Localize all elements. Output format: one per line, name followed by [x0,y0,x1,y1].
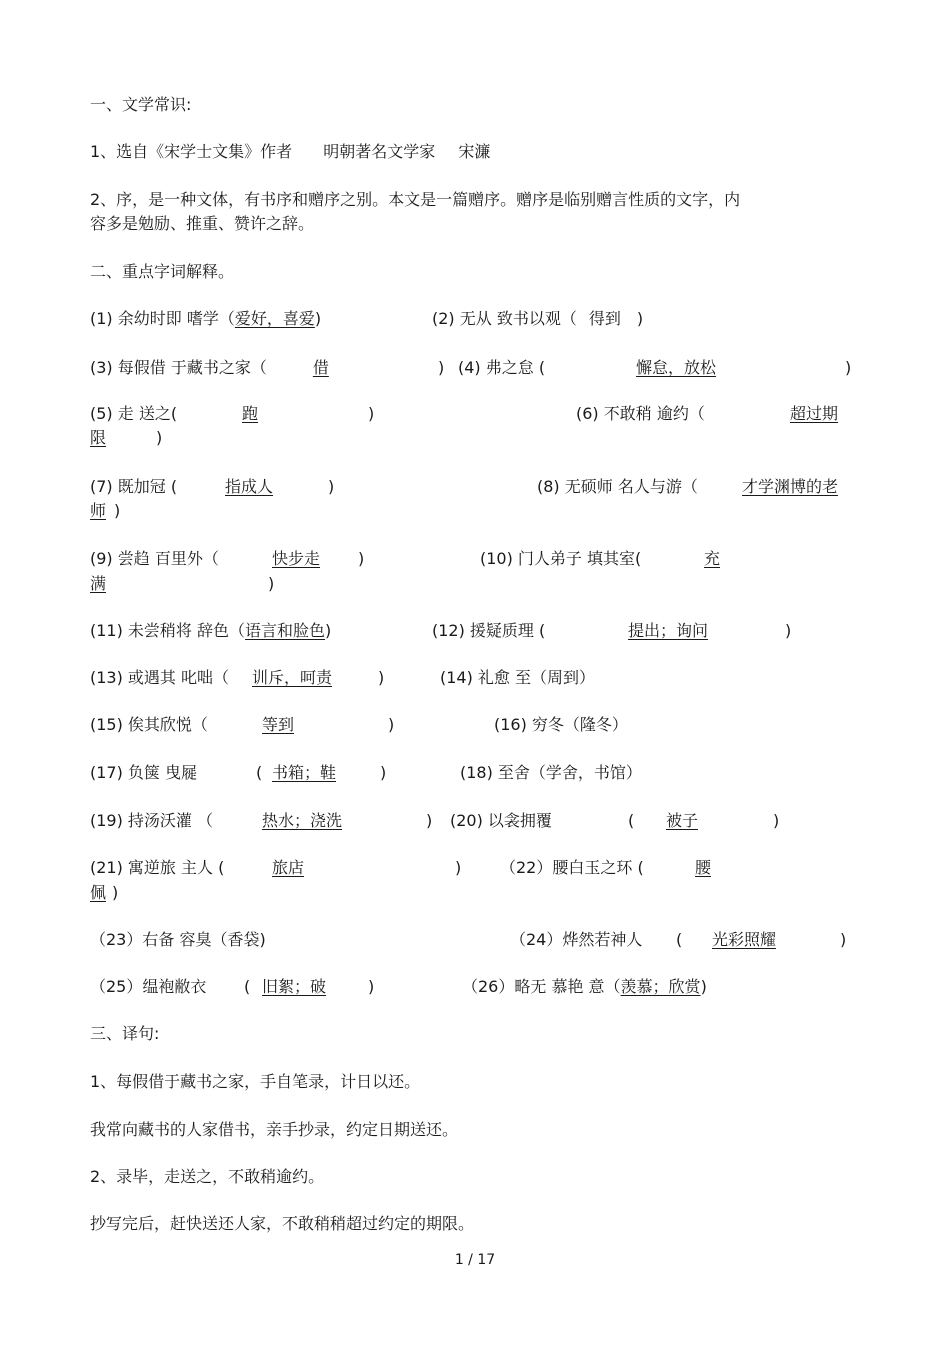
vocab-answer: 爱好，喜爱 [234,309,315,328]
vocab-text-20: (20) 以衾拥覆 [450,811,552,830]
translation-line-4: 抄写完后，赶快送还人家，不敢稍稍超过约定的期限。 [90,1214,475,1233]
vocab-answer-21: 旅店 [272,858,305,877]
vocab-close-17: ) [380,763,387,782]
vocab-text-24: （24）烨然若神人 [510,930,643,949]
vocab-text-9: (9) 尝趋 百里外（ [90,549,219,568]
vocab-text-22: （22）腰白玉之环 ( [500,858,644,877]
vocab-close-25: ) [368,977,375,996]
vocab-answer-22b: 佩 [90,883,107,902]
vocab-answer-5: 跑 [242,404,259,423]
vocab-text-12: (12) 援疑质理 ( [432,621,546,640]
section1-item1 [90,142,490,162]
vocab-answer-25: 旧絮；破 [262,977,327,996]
vocab-close-10: ) [268,574,275,593]
vocab-close-24: ) [840,930,847,949]
vocab-answer-24: 光彩照耀 [712,930,777,949]
vocab-text-7: (7) 既加冠 ( [90,477,178,496]
vocab-close-4: ) [845,358,852,377]
vocab-item-1 [90,309,321,329]
vocab-answer: 得到 [588,309,621,328]
vocab-item-3 [90,358,329,378]
vocab-close-9: ) [358,549,365,568]
vocab-text-4: (4) 弗之怠 ( [458,358,546,377]
page-number: 1 / 17 [454,1252,496,1268]
vocab-open-20: ( [628,811,635,830]
vocab-text-5: (5) 走 送之( [90,404,178,423]
vocab-answer-4: 懈怠，放松 [636,358,717,377]
vocab-answer-10b: 满 [90,574,107,593]
vocab-open-17: ( [256,763,263,782]
vocab-close: ) [325,621,332,640]
vocab-answer-15: 等到 [262,715,295,734]
section3-heading: 三、译句: [90,1024,160,1043]
vocab-item-26 [462,977,707,997]
translation-line-1: 1、每假借于藏书之家，手自笔录，计日以还。 [90,1072,421,1091]
vocab-answer: 语言和脸色 [245,621,326,640]
vocab-answer-19: 热水；浇洗 [262,811,343,830]
vocab-item-14: (14) 礼愈 至（周到） [440,668,596,687]
section1-item2-line1: 2、序，是一种文体，有书序和赠序之别。本文是一篇赠序。赠序是临别赠言性质的文字，内 [90,190,741,209]
vocab-item-18: (18) 至舍（学舍，书馆） [460,763,642,782]
vocab-item-2 [432,309,643,329]
vocab-answer-7: 指成人 [225,477,274,496]
vocab-answer-12: 提出；询问 [628,621,709,640]
vocab-text-17: (17) 负箧 曳屣 [90,763,198,782]
vocab-close-5: ) [368,404,375,423]
section1-item2-line2: 容多是勉励、推重、赞许之辞。 [90,214,315,233]
vocab-text: (3) 每假借 于藏书之家（ [90,358,267,377]
vocab-close-20: ) [773,811,780,830]
vocab-answer-6a: 超过期 [790,404,839,423]
vocab-item-23: （23）右备 容臭（香袋) [90,930,266,949]
vocab-close-22: ) [112,883,119,902]
vocab-text-6: (6) 不敢稍 逾约（ [576,404,705,423]
vocab-text-19: (19) 持汤沃灌 （ [90,811,214,830]
vocab-close-15: ) [388,715,395,734]
vocab-text-10: (10) 门人弟子 填其室( [480,549,642,568]
vocab-close-13: ) [378,668,385,687]
vocab-answer-8a: 才学渊博的老 [742,477,839,496]
vocab-text-15: (15) 俟其欣悦（ [90,715,208,734]
vocab-open-24: ( [676,930,683,949]
vocab-close: ) [700,977,707,996]
vocab-text-8: (8) 无硕师 名人与游（ [537,477,698,496]
vocab-close-19: ) [426,811,433,830]
vocab-answer-10a: 充 [704,549,721,568]
vocab-answer-9: 快步走 [272,549,321,568]
vocab-text: （26）略无 慕艳 意（ [462,977,621,996]
vocab-answer-17: 书箱；鞋 [272,763,337,782]
item1-prefix: 1、选自《宋学士文集》作者 [90,142,293,161]
vocab-text: (1) 余幼时即 嗜学（ [90,309,235,328]
vocab-open-25: ( [244,977,251,996]
vocab-text-25: （25）缊袍敝衣 [90,977,207,996]
vocab-close-7: ) [328,477,335,496]
vocab-close: ) [314,309,322,328]
translation-line-3: 2、录毕，走送之，不敢稍逾约。 [90,1167,325,1186]
section2-heading: 二、重点字词解释。 [90,262,235,281]
vocab-text: (2) 无从 致书以观（ [432,309,577,328]
vocab-answer: 借 [312,358,329,377]
section1-heading: 一、文学常识: [90,95,192,114]
vocab-item-11 [90,621,331,641]
vocab-close-21: ) [455,858,462,877]
item1-author: 宋濂 [458,142,491,161]
vocab-answer-6b: 限 [90,428,107,447]
vocab-text: (11) 未尝稍将 辞色（ [90,621,246,640]
vocab-close-6: ) [156,428,163,447]
vocab-text-13: (13) 或遇其 叱咄（ [90,668,230,687]
vocab-close: ) [636,309,644,328]
vocab-close-8: ) [114,501,121,520]
vocab-close-3: ) [438,358,445,377]
translation-line-2: 我常向藏书的人家借书，亲手抄录，约定日期送还。 [90,1120,459,1139]
vocab-answer: 羡慕；欣赏 [620,977,701,996]
vocab-answer-13: 训斥，呵责 [252,668,333,687]
vocab-close-12: ) [785,621,792,640]
vocab-answer-8b: 师 [90,501,107,520]
vocab-item-16: (16) 穷冬（隆冬） [494,715,628,734]
vocab-answer-22a: 腰 [695,858,712,877]
vocab-text-21: (21) 寓逆旅 主人 ( [90,858,225,877]
vocab-answer-20: 被子 [666,811,699,830]
item1-dynasty: 明朝著名文学家 [323,142,436,161]
